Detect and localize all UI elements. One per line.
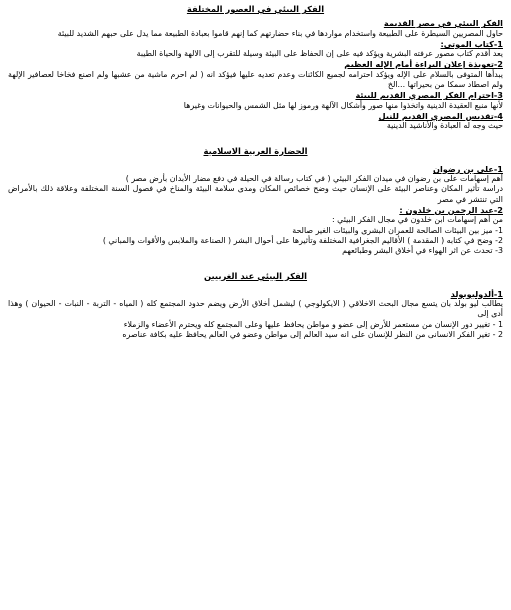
section-western-thought — [8, 271, 503, 341]
list-item: 2 - تغير الفكر الانسانى من النظر للإنسان على انه سيد العالم إلى مواطن وعضو في العالم يحافظ عليه بكافة عناصره — [122, 330, 503, 340]
section-title: الفكر البيئي في العصور المختلفة — [186, 4, 325, 14]
section-title: الفكر البيئي عند الغربيين — [203, 270, 308, 281]
paragraph: دراسة تأثير المكان وعناصر البيئة على الإنسان حيث وضح خصائص المكان ومدى سلامة البيئة والمناخ في فصول السنة المختلفة وعلاقة ذلك بالأمراض التي تنتشر في مصر — [8, 184, 503, 204]
item-title: 2-تعويذة إعلان البراءة أمام الإله العظيم — [344, 59, 503, 70]
paragraph: لأنها منبع العقيدة الدينية واتخذوا منها صور وأشكال الآلهة ورموز لها مثل الشمس والحيوانات وغيرها — [183, 100, 503, 110]
item-title: 1-على بن رضوان — [432, 163, 503, 174]
section-islamic-civilization — [8, 146, 503, 257]
list-item: 1- ميز بين البيئات الصالحة للعمران البشرى والبيئات الغير صالحة — [292, 225, 503, 235]
list-item: 1 - تغيير دور الإنسان من مستعمر للأرض إلى عضو و مواطن يحافظ عليها وعلى المجتمع كله ويحترم الأعضاء والزملاء — [123, 319, 503, 329]
paragraph: أهم إسهامات على بن رضوان في ميدان الفكر البيئي ( في كتاب رسالة في الحيلة في دفع مضار الأبدان بأرض مصر ) — [125, 174, 503, 184]
paragraph: حيث وجه له العبادة والأناشيد الدينية — [386, 121, 503, 131]
paragraph: حاول المصريين السيطرة على الطبيعة واستخدام مواردها في بناء حضارتهم كما إنهم قاموا بعبادة الطبيعة مما يدل على حبهم الشديد للبيئة — [57, 28, 503, 38]
item-title: 3-احترام الفكر المصري القديم للبيئة — [355, 90, 503, 101]
paragraph: يعد أقدم كتاب مصور عرفته البشرية ويؤكد فيه على إن الحفاظ على البيئة وسيلة للتقرب إلى الالهة والحياة الطيبة — [136, 49, 503, 59]
section-ancient-egypt — [8, 4, 503, 132]
item-title: 2-عبد الرحمن بن خلدون : — [399, 205, 503, 216]
section-title: الحضارة العربية الاسلامية — [203, 145, 308, 156]
list-item: 3- تحدث عن اثر الهواء في أخلاق البشر وطبائعهم — [342, 246, 503, 256]
item-title: 1-ألدوليوبولد — [450, 288, 503, 299]
section-heading: الفكر البيئي في مصر القديمة — [383, 18, 503, 29]
list-item: 2- وضح في كتابه ( المقدمة ) الأقاليم الجغرافية المختلفة وتأثيرها على أحوال البشر ( الصناعة والملابس والأقوات والمباني ) — [102, 235, 503, 245]
paragraph: يبدأها المتوفى بالسلام على الإله ويؤكد احترامه لجميع الكائنات وعدم تعديه عليها فيؤكد انه ( لم احرم ماشية من عشبها ولم اصنع فخاخا لعصافير الإلهة ولم اصطاد سمكا من بحيراتها ...الخ — [8, 69, 503, 90]
paragraph: من أهم إسهامات ابن خلدون في مجال الفكر البيئي : — [331, 215, 503, 225]
item-title: 4-تقديس المصري القديم للنيل — [378, 110, 503, 121]
paragraph: يطالب ليو بولد بان يتسع مجال البحث الاخلاقي ( الايكولوجي ) ليشمل أخلاق الأرض ويضم حدود المجتمع كله ( المياه - التربة - النبات - الحيوان ) وهذا أدى إلى — [8, 299, 503, 319]
item-title: 1-كتاب الموتى: — [440, 38, 503, 49]
